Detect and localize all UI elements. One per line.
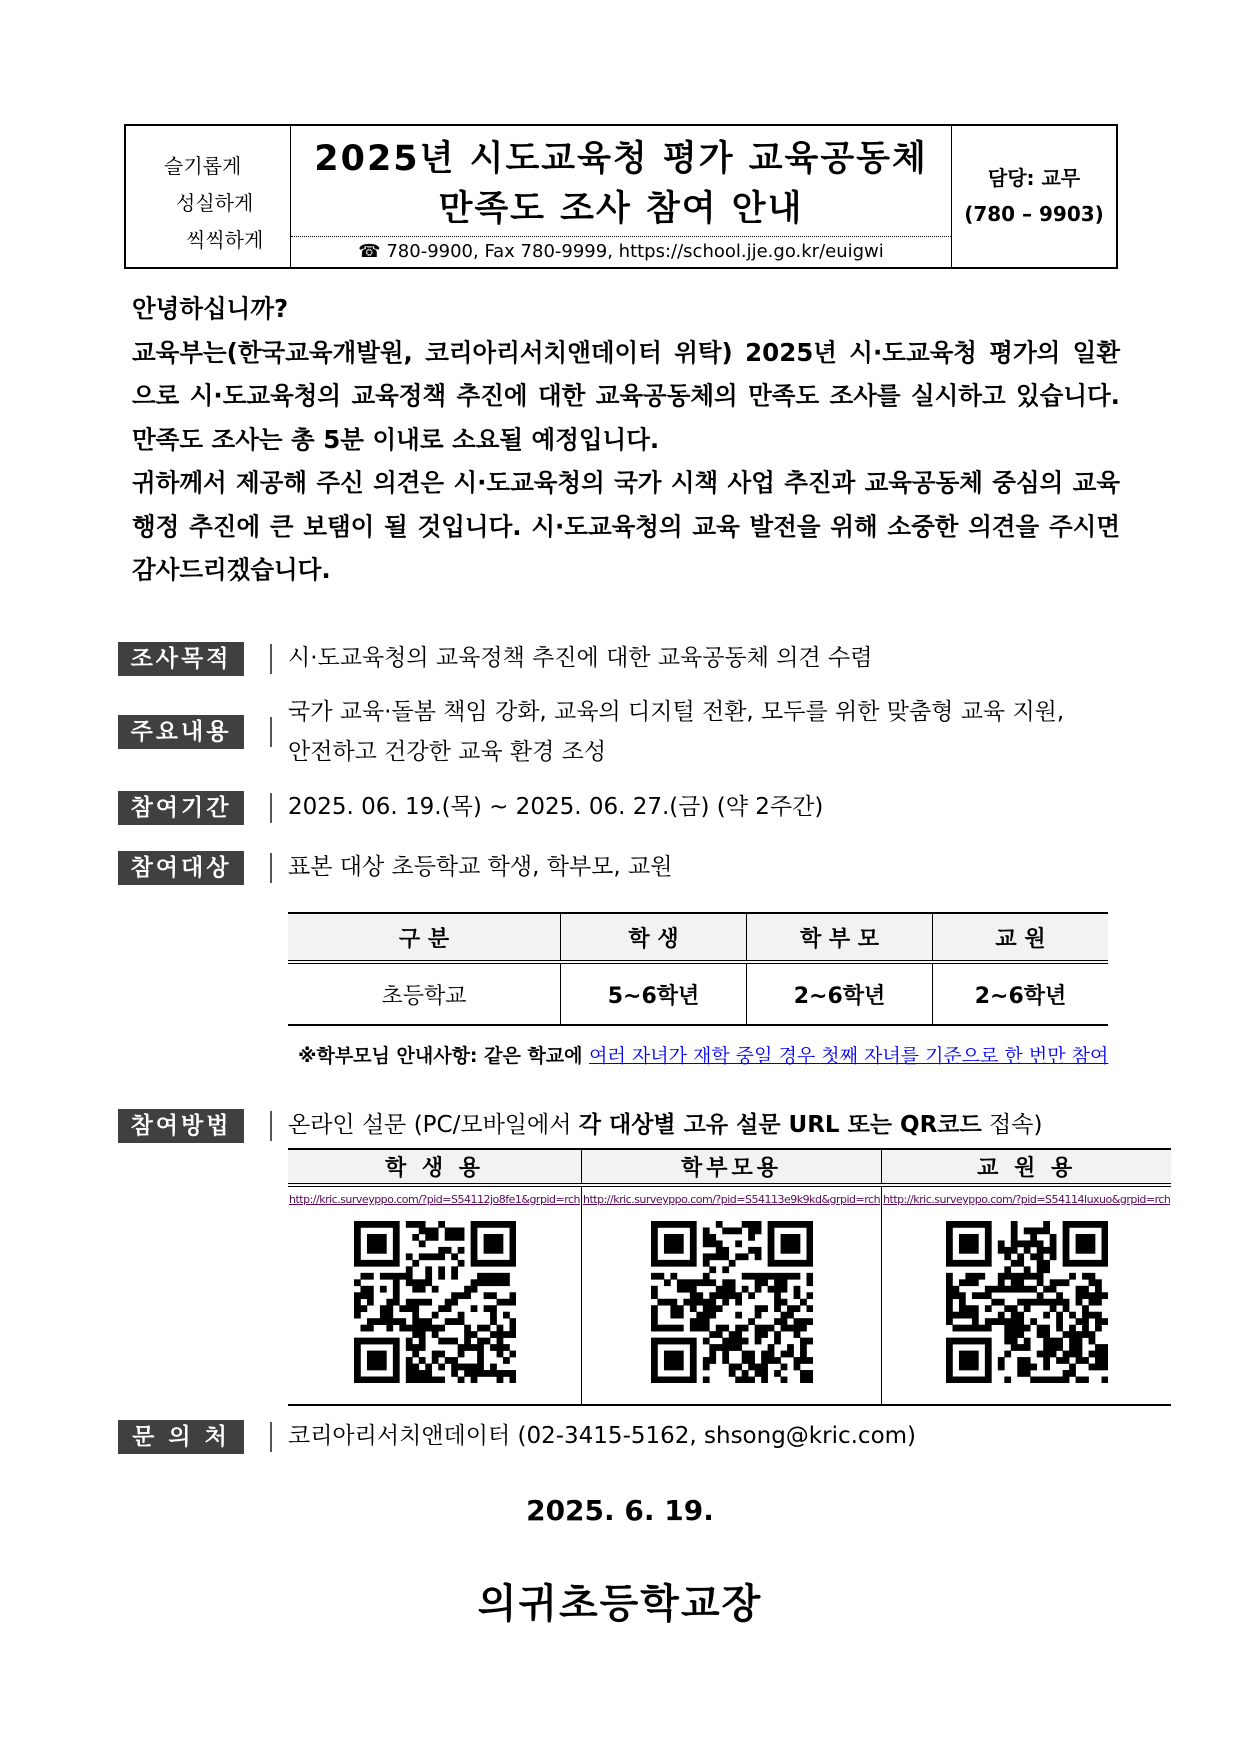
title-line-1: 2025년 시도교육청 평가 교육공동체 (314, 139, 928, 179)
parent-note (298, 1041, 1108, 1068)
target-label: 참여대상 (118, 851, 244, 885)
manager-phone: (780 – 9903) (964, 202, 1104, 226)
qr-code-icon[interactable] (946, 1221, 1108, 1383)
table-header-row (288, 1149, 1171, 1185)
period-label: 참여기간 (118, 791, 244, 825)
signature: 의귀초등학교장 (477, 1581, 763, 1627)
slogan: 슬기롭게 (164, 154, 242, 178)
school-slogans (126, 126, 291, 267)
content-line-1: 국가 교육·돌봄 책임 강화, 교육의 디지털 전환, 모두를 위한 맞춤형 교육 지원, (288, 699, 1065, 725)
period-text: 2025. 06. 19.(목) ~ 2025. 06. 27.(금) (약 2주간) (288, 794, 824, 820)
inquiry-text: 코리아리서치앤데이터 (02-3415-5162, shsong@kric.com) (288, 1423, 917, 1449)
survey-url-link[interactable]: http://kric.surveyppo.com/?pid=S54114luxuo&grpid=rch (883, 1193, 1171, 1206)
issue-date: 2025. 6. 19. (526, 1494, 714, 1527)
divider (270, 644, 272, 674)
table-cell: 2~6학년 (933, 962, 1109, 1025)
table-row (288, 1185, 1171, 1405)
content-line-2: 안전하고 건강한 교육 환경 조성 (288, 739, 607, 765)
document-title (291, 126, 951, 237)
survey-url-link[interactable]: http://kric.surveyppo.com/?pid=S54112jo8fe1&grpid=rch (289, 1193, 580, 1206)
survey-url-link[interactable]: http://kric.surveyppo.com/?pid=S54113e9k9kd&grpid=rch (583, 1193, 881, 1206)
purpose-text: 시·도교육청의 교육정책 추진에 대한 교육공동체 의견 수렴 (288, 645, 873, 671)
qr-code-icon[interactable] (354, 1221, 516, 1383)
table-header: 교 원 용 (882, 1149, 1172, 1185)
parent-note-highlight: 여러 자녀가 재학 중일 경우 첫째 자녀를 기준으로 한 번만 참여 (589, 1045, 1109, 1067)
content-label: 주요내용 (118, 715, 244, 749)
table-header-row (288, 913, 1108, 962)
intro-text (120, 287, 1120, 592)
target-table (288, 912, 1108, 1026)
qr-cell-student (288, 1185, 582, 1405)
divider (270, 1422, 272, 1452)
table-header: 교 원 (933, 913, 1109, 962)
content-text (288, 692, 1064, 772)
qr-cell-teacher (882, 1185, 1172, 1405)
table-cell: 5~6학년 (561, 962, 747, 1025)
qr-cell-parent (582, 1185, 882, 1405)
manager-name: 담당: 교무 (987, 166, 1081, 190)
method-text-post: 접속) (981, 1112, 1043, 1138)
table-header: 구 분 (288, 913, 561, 962)
parent-note-prefix: ※학부모님 안내사항: 같은 학교에 (298, 1045, 590, 1067)
intro-paragraph-1: 교육부는(한국교육개발원, 코리아리서치앤데이터 위탁) 2025년 시·도교육청 평가의 일환으로 시·도교육청의 교육정책 추진에 대한 교육공동체의 만족도 조사를 실시하고 있습니다. 만족도 조사는 총 5분 이내로 소요될 예정입니다. (132, 337, 1120, 454)
slogan: 씩씩하게 (186, 228, 264, 252)
divider (270, 793, 272, 823)
table-header: 학 생 (561, 913, 747, 962)
method-text-pre: 온라인 설문 (PC/모바일에서 (288, 1112, 579, 1138)
table-header: 학 생 용 (288, 1149, 582, 1185)
manager-info (952, 126, 1116, 267)
qr-table (288, 1148, 1171, 1406)
divider (270, 853, 272, 883)
target-text: 표본 대상 초등학교 학생, 학부모, 교원 (288, 854, 673, 880)
title-line-2: 만족도 조사 참여 안내 (438, 189, 804, 229)
divider (270, 717, 272, 747)
qr-code-icon[interactable] (651, 1221, 813, 1383)
greeting: 안녕하십니까? (132, 294, 289, 323)
table-cell: 초등학교 (288, 962, 561, 1025)
purpose-label: 조사목적 (118, 642, 244, 676)
slogan: 성실하게 (176, 191, 254, 215)
divider (270, 1111, 272, 1141)
table-header: 학부모용 (582, 1149, 882, 1185)
table-cell: 2~6학년 (747, 962, 933, 1025)
intro-paragraph-2: 귀하께서 제공해 주신 의견은 시·도교육청의 국가 시책 사업 추진과 교육공동체 중심의 교육행정 추진에 큰 보탬이 될 것입니다. 시·도교육청의 교육 발전을 위해 소중한 의견을 주시면 감사드리겠습니다. (132, 468, 1120, 584)
method-text-bold: 각 대상별 고유 설문 URL 또는 QR코드 (578, 1112, 982, 1138)
method-label: 참여방법 (118, 1109, 244, 1143)
header-box (124, 124, 1118, 269)
table-row (288, 962, 1108, 1025)
table-header: 학 부 모 (747, 913, 933, 962)
method-text (288, 1105, 1042, 1145)
inquiry-label: 문 의 처 (118, 1420, 244, 1454)
school-contact: ☎ 780-9900, Fax 780-9999, https://school.jje.go.kr/euigwi (358, 241, 884, 262)
